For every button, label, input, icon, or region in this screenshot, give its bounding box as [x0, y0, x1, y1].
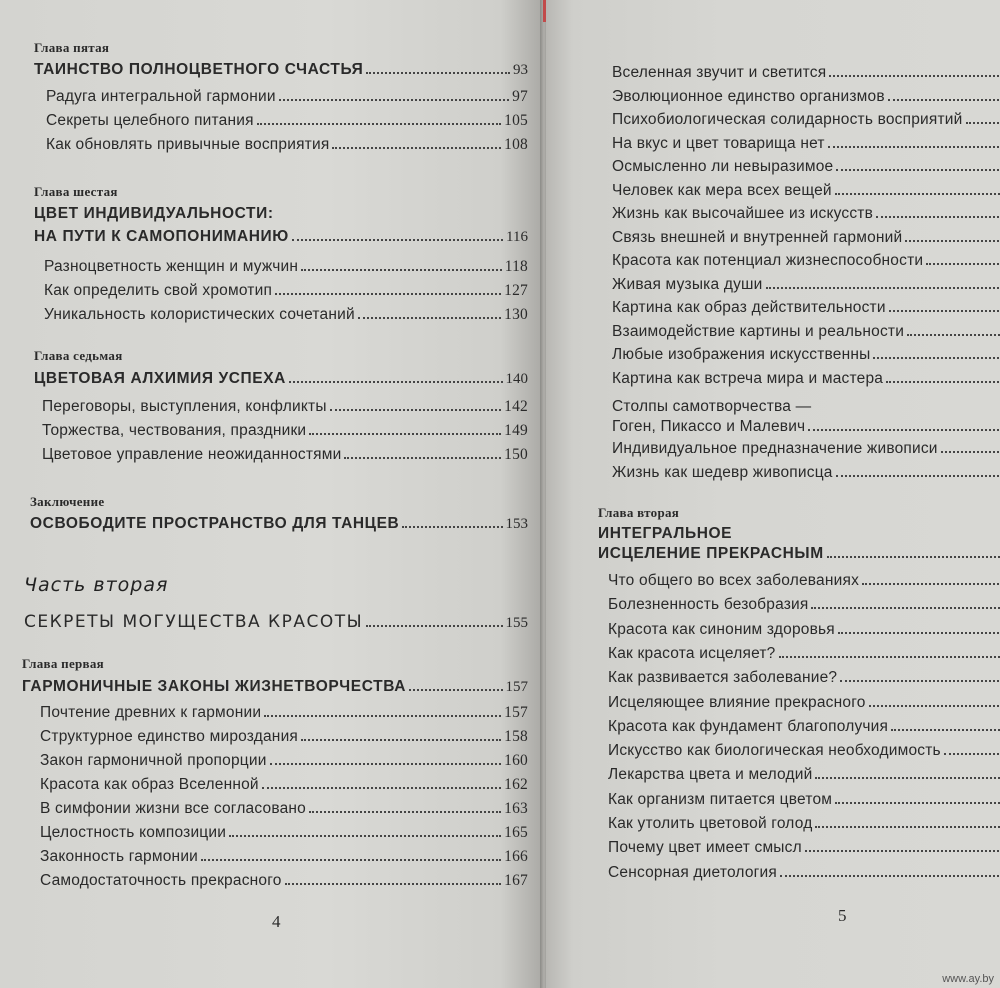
conclusion-label: Заключение	[30, 494, 105, 509]
toc-entry-title: Как обновлять привычные восприятия	[46, 136, 330, 153]
chapter-2-title-line-1: ИНТЕГРАЛЬНОЕ	[598, 525, 733, 542]
chapter-5-entry[interactable]	[34, 61, 528, 79]
conclusion-page: 153	[505, 516, 528, 532]
toc-entry[interactable]	[612, 182, 1000, 200]
part-two-page: 155	[505, 615, 528, 631]
toc-entry-page: 105	[504, 112, 528, 129]
dot-leader	[907, 334, 1000, 336]
toc-entry-title: Разноцветность женщин и мужчин	[44, 258, 299, 275]
toc-entry-page: 158	[504, 728, 528, 745]
toc-entry-page: 130	[504, 306, 528, 323]
toc-entry-page: 165	[504, 824, 528, 841]
dot-leader	[941, 451, 1000, 453]
toc-entry-title: Человек как мера всех вещей	[612, 181, 832, 199]
toc-entry-title: Жизнь как высочайшее из искусств	[612, 205, 874, 222]
toc-entry-page: 97	[512, 88, 528, 105]
dot-leader	[766, 287, 1000, 289]
dot-leader	[862, 583, 1000, 585]
chapter-6-title-line-1: ЦВЕТ ИНДИВИДУАЛЬНОСТИ:	[34, 205, 274, 222]
toc-entry-title: Секреты целебного питания	[46, 112, 254, 129]
chapter-7-entry[interactable]	[34, 370, 528, 388]
toc-entry-title: Почтение древних к гармонии	[40, 704, 262, 721]
dot-leader	[366, 72, 510, 74]
pillars-entry[interactable]	[612, 418, 1000, 436]
toc-entry[interactable]	[608, 645, 1000, 663]
chapter-5-label: Глава пятая	[34, 40, 110, 55]
chapter-2-entry[interactable]	[598, 545, 1000, 563]
toc-entry-title: Эволюционное единство организмов	[612, 87, 885, 105]
toc-entry-title: Индивидуальное предназначение живописи	[612, 440, 938, 457]
dot-leader	[888, 99, 1000, 101]
dot-leader	[262, 787, 501, 789]
chapter-1-entry[interactable]	[22, 678, 528, 696]
toc-entry[interactable]	[44, 258, 528, 276]
toc-entry-title: На вкус и цвет товарища нет	[612, 134, 825, 152]
toc-entry[interactable]	[612, 464, 1000, 482]
toc-entry-title: Живая музыка души	[612, 275, 763, 293]
toc-entry[interactable]	[608, 572, 1000, 590]
toc-entry-page: 118	[504, 258, 528, 275]
watermark: www.ay.by	[942, 973, 994, 985]
dot-leader	[309, 811, 501, 813]
dot-leader	[270, 763, 502, 765]
part-two-entry[interactable]	[24, 612, 528, 632]
chapter-5-title: ТАИНСТВО ПОЛНОЦВЕТНОГО СЧАСТЬЯ	[34, 61, 364, 78]
toc-entry[interactable]	[40, 752, 528, 770]
toc-entry-title: Торжества, чествования, праздники	[42, 422, 307, 439]
conclusion-title: ОСВОБОДИТЕ ПРОСТРАНСТВО ДЛЯ ТАНЦЕВ	[30, 515, 400, 532]
dot-leader	[835, 193, 1000, 195]
toc-entry-page: 108	[504, 136, 528, 153]
toc-entry-title: Красота как потенциал жизнеспособности	[612, 252, 924, 269]
toc-entry[interactable]	[612, 64, 1000, 82]
toc-entry-page: 157	[504, 704, 528, 721]
toc-entry-title: Как красота исцеляет?	[608, 644, 776, 662]
dot-leader	[301, 739, 501, 741]
toc-entry-title: Вселенная звучит и светится	[612, 64, 827, 81]
toc-entry[interactable]	[42, 446, 528, 464]
dot-leader	[886, 381, 1000, 383]
chapter-2-label: Глава вторая	[598, 505, 680, 520]
toc-entry[interactable]	[608, 596, 1000, 614]
toc-entry-page: 163	[504, 800, 528, 817]
dot-leader	[301, 269, 502, 271]
toc-entry-title: Психобиологическая солидарность восприятий	[612, 111, 963, 128]
toc-entry-page: 150	[504, 446, 528, 463]
toc-entry[interactable]	[40, 848, 528, 866]
dot-leader	[836, 475, 1000, 477]
toc-entry-title: Что общего во всех заболеваниях	[608, 572, 860, 589]
chapter-7-title: ЦВЕТОВАЯ АЛХИМИЯ УСПЕХА	[34, 370, 286, 387]
toc-entry-title: Целостность композиции	[40, 824, 227, 841]
toc-entry[interactable]	[612, 370, 1000, 388]
page-number-left: 4	[272, 912, 281, 931]
dot-leader	[828, 146, 1000, 148]
toc-entry[interactable]	[46, 88, 528, 106]
toc-entry-page: 127	[504, 282, 528, 299]
toc-entry-title: Уникальность колористических сочетаний	[44, 306, 355, 323]
toc-entry-title: Болезненность безобразия	[608, 596, 809, 614]
dot-leader	[292, 239, 503, 241]
toc-entry[interactable]	[608, 718, 1000, 736]
dot-leader	[876, 216, 1000, 218]
dot-leader	[836, 169, 1000, 171]
dot-leader	[815, 826, 1000, 828]
dot-leader	[257, 123, 501, 125]
toc-entry[interactable]	[40, 728, 528, 746]
pillars-line-1: Столпы самотворчества —	[612, 398, 812, 415]
dot-leader	[332, 147, 501, 149]
dot-leader	[808, 429, 1000, 431]
toc-entry[interactable]	[608, 766, 1000, 784]
toc-entry[interactable]	[612, 111, 1000, 129]
dot-leader	[229, 835, 501, 837]
part-two-label: Часть вторая	[24, 574, 169, 596]
dot-leader	[780, 875, 1000, 877]
toc-entry-title: Красота как синоним здоровья	[608, 620, 835, 638]
dot-leader	[838, 632, 1000, 634]
dot-leader	[926, 263, 1000, 265]
toc-entry[interactable]	[608, 742, 1000, 760]
dot-leader	[779, 656, 1000, 658]
dot-leader	[815, 777, 1000, 779]
dot-leader	[827, 556, 1000, 558]
toc-entry-page: 162	[504, 776, 528, 793]
dot-leader	[344, 457, 501, 459]
toc-entry-title: Картина как встреча мира и мастера	[612, 369, 884, 387]
dot-leader	[805, 850, 1000, 852]
dot-leader	[811, 607, 1000, 609]
chapter-6-label: Глава шестая	[34, 184, 118, 199]
toc-entry-title: Красота как фундамент благополучия	[608, 717, 889, 735]
dot-leader	[201, 859, 501, 861]
toc-entry-title: Цветовое управление неожиданностями	[42, 446, 342, 463]
toc-entry[interactable]	[612, 205, 1000, 223]
right-page	[546, 0, 1000, 988]
dot-leader	[309, 433, 501, 435]
chapter-5-page: 93	[513, 62, 528, 78]
chapter-1-title: ГАРМОНИЧНЫЕ ЗАКОНЫ ЖИЗНЕТВОРЧЕСТВА	[22, 678, 407, 695]
toc-entry[interactable]	[612, 252, 1000, 270]
toc-entry-title: Осмысленно ли невыразимое	[612, 158, 834, 175]
toc-entry[interactable]	[46, 136, 528, 154]
dot-leader	[275, 293, 501, 295]
dot-leader	[840, 680, 1000, 682]
chapter-6-page: 116	[506, 229, 528, 245]
toc-entry[interactable]	[40, 704, 528, 722]
toc-entry[interactable]	[612, 276, 1000, 294]
toc-entry[interactable]	[612, 229, 1000, 247]
toc-entry-title: Красота как образ Вселенной	[40, 776, 259, 793]
dot-leader	[264, 715, 501, 717]
toc-entry-title: Почему цвет имеет смысл	[608, 839, 802, 857]
dot-leader	[889, 310, 1000, 312]
part-two-title: СЕКРЕТЫ МОГУЩЕСТВА КРАСОТЫ	[24, 612, 364, 632]
toc-entry-title: Любые изображения искусственны	[612, 346, 871, 363]
toc-entry-page: 160	[504, 752, 528, 769]
chapter-7-page: 140	[505, 371, 528, 387]
toc-entry[interactable]	[608, 669, 1000, 687]
toc-entry[interactable]	[40, 872, 528, 890]
dot-leader	[905, 240, 1000, 242]
toc-entry[interactable]	[608, 621, 1000, 639]
toc-entry[interactable]	[612, 158, 1000, 176]
toc-entry[interactable]	[612, 440, 1000, 458]
toc-entry-page: 149	[504, 422, 528, 439]
toc-entry[interactable]	[46, 112, 528, 130]
toc-entry-title: Структурное единство мироздания	[40, 728, 299, 745]
dot-leader	[966, 122, 1000, 124]
dot-leader	[873, 357, 1000, 359]
toc-entry-title: Жизнь как шедевр живописца	[612, 464, 833, 481]
toc-entry[interactable]	[612, 135, 1000, 153]
dot-leader	[869, 705, 1000, 707]
toc-entry[interactable]	[608, 864, 1000, 882]
dot-leader	[366, 625, 502, 627]
toc-entry-title: Как определить свой хромотип	[44, 282, 273, 299]
toc-entry-title: Радуга интегральной гармонии	[46, 88, 276, 105]
toc-entry-title: Как развивается заболевание?	[608, 669, 838, 687]
toc-entry[interactable]	[612, 299, 1000, 317]
toc-entry-title: Переговоры, выступления, конфликты	[42, 398, 327, 415]
toc-entry[interactable]	[40, 800, 528, 818]
toc-entry-title: Искусство как биологическая необходимость	[608, 742, 941, 760]
dot-leader	[891, 729, 1000, 731]
toc-entry-page: 166	[504, 848, 528, 865]
toc-entry[interactable]	[44, 282, 528, 300]
toc-entry-title: Закон гармоничной пропорции	[40, 752, 267, 769]
toc-entry[interactable]	[608, 815, 1000, 833]
conclusion-entry[interactable]	[30, 515, 528, 533]
chapter-7-label: Глава седьмая	[34, 348, 123, 363]
toc-entry-title: Взаимодействие картины и реальности	[612, 322, 905, 340]
pillars-line-2: Гоген, Пикассо и Малевич	[612, 418, 806, 435]
toc-entry[interactable]	[42, 422, 528, 440]
dot-leader	[285, 883, 502, 885]
toc-entry-title: Лекарства цвета и мелодий	[608, 766, 813, 784]
toc-entry-title: Связь внешней и внутренней гармоний	[612, 228, 903, 246]
toc-entry-title: Законность гармонии	[40, 848, 199, 865]
dot-leader	[402, 526, 502, 528]
dot-leader	[289, 381, 503, 383]
dot-leader	[835, 802, 1000, 804]
chapter-2-title-line-2: ИСЦЕЛЕНИЕ ПРЕКРАСНЫМ	[598, 545, 824, 562]
toc-entry-title: Самодостаточность прекрасного	[40, 872, 282, 889]
toc-entry[interactable]	[612, 346, 1000, 364]
chapter-6-title-line-2: НА ПУТИ К САМОПОНИМАНИЮ	[34, 228, 289, 245]
dot-leader	[358, 317, 501, 319]
toc-entry-title: Как утолить цветовой голод	[608, 815, 813, 832]
toc-entry[interactable]	[608, 694, 1000, 712]
page-number-right: 5	[838, 906, 847, 925]
toc-entry[interactable]	[608, 839, 1000, 857]
toc-entry-title: Картина как образ действительности	[612, 299, 886, 316]
toc-entry-title: Сенсорная диетология	[608, 863, 777, 881]
toc-entry[interactable]	[612, 323, 1000, 341]
dot-leader	[409, 689, 502, 691]
chapter-1-label: Глава первая	[22, 656, 105, 671]
toc-entry-title: В симфонии жизни все согласовано	[40, 800, 306, 817]
toc-entry-title: Как организм питается цветом	[608, 790, 833, 808]
dot-leader	[279, 99, 509, 101]
toc-entry[interactable]	[44, 306, 528, 324]
chapter-1-page: 157	[505, 679, 528, 695]
toc-entry-title: Исцеляющее влияние прекрасного	[608, 693, 866, 711]
toc-entry[interactable]	[40, 824, 528, 842]
toc-entry[interactable]	[608, 791, 1000, 809]
toc-entry[interactable]	[612, 88, 1000, 106]
chapter-6-entry[interactable]	[34, 228, 528, 246]
toc-entry-page: 167	[504, 872, 528, 889]
toc-entry[interactable]	[42, 398, 528, 416]
toc-entry-page: 142	[504, 398, 528, 415]
dot-leader	[330, 409, 501, 411]
dot-leader	[944, 753, 1000, 755]
toc-entry[interactable]	[40, 776, 528, 794]
dot-leader	[829, 75, 1000, 77]
